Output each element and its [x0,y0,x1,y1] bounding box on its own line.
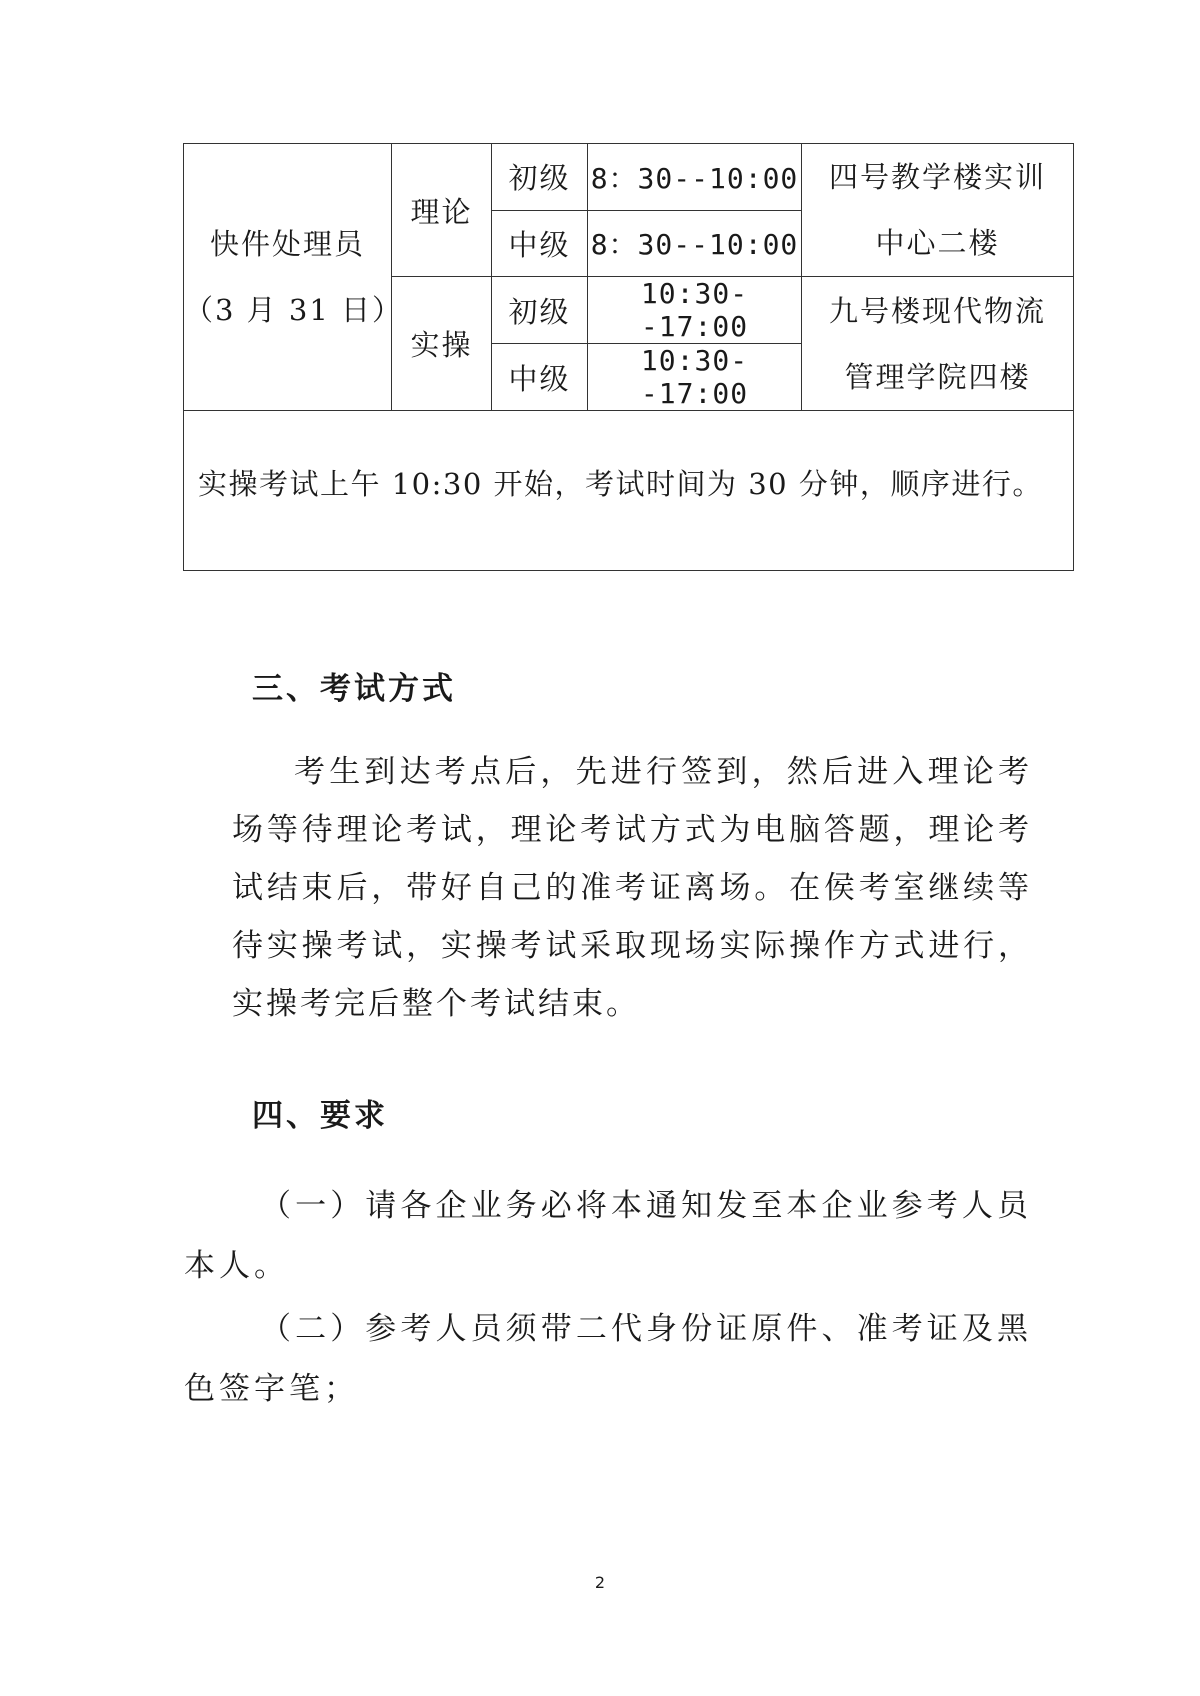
level-cell: 初级 [492,277,588,344]
practice-location-cell [802,277,1074,411]
theory-location-cell [802,144,1074,277]
table-row [184,144,1074,211]
time-cell: 10:30--17:00 [588,344,802,411]
location-line: 九号楼现代物流 [828,293,1046,328]
section-3-heading: 三、考试方式 [252,671,456,707]
job-title: 快件处理员 [209,227,365,261]
exam-schedule-table [183,143,1074,571]
location-line: 管理学院四楼 [844,359,1031,394]
level-cell: 中级 [492,210,588,277]
exam-date: （3 月 31 日） [184,293,404,327]
requirement-item: （二）参考人员须带二代身份证原件、准考证及黑色签字笔； [184,1311,1032,1407]
table-row [184,411,1074,571]
section-3-body: 考生到达考点后，先进行签到，然后进入理论考场等待理论考试，理论考试方式为电脑答题，理论考试结束后，带好自己的准考证离场。在侯考室继续等待实操考试，实操考试采取现场实际操作方式进行，实操考完后整个考试结束。 [232,754,1032,1022]
job-cell [184,144,404,411]
time-cell: 8：30--10:00 [588,144,802,211]
schedule-note: 实操考试上午 10:30 开始，考试时间为 30 分钟，顺序进行。 [184,411,1074,571]
page-number: 2 [594,1573,606,1592]
level-cell: 初级 [492,144,588,211]
requirement-item: （一）请各企业务必将本通知发至本企业参考人员本人。 [184,1188,1032,1284]
time-cell: 8：30--10:00 [588,210,802,277]
location-line: 四号教学楼实训 [828,160,1046,194]
location-line: 中心二楼 [875,226,1000,260]
time-cell: 10:30--17:00 [588,277,802,344]
practice-type-cell: 实操 [392,277,492,411]
theory-type-cell: 理论 [392,144,492,277]
section-4-heading: 四、要求 [252,1098,388,1134]
level-cell: 中级 [492,344,588,411]
